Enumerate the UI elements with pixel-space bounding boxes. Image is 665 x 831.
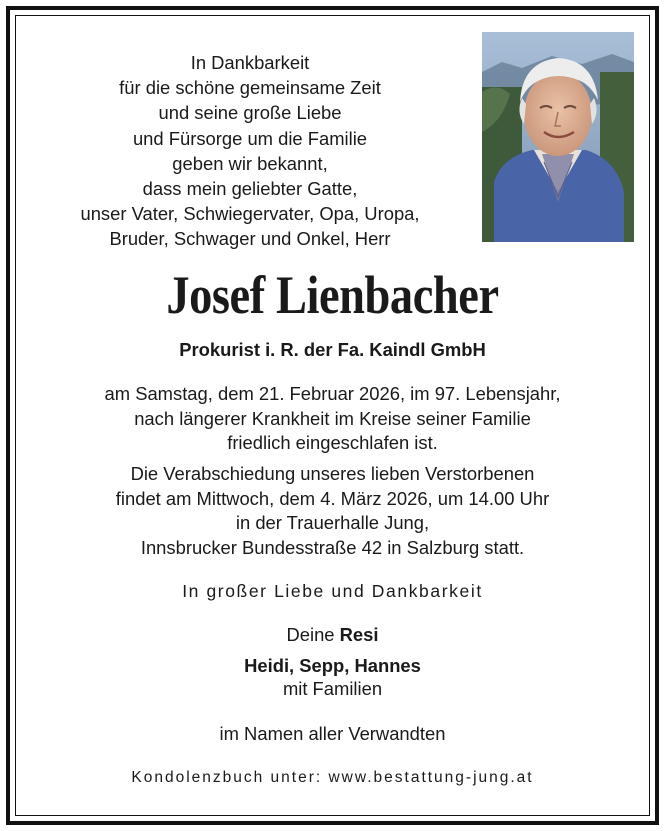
intro-line: für die schöne gemeinsame Zeit [119, 77, 381, 99]
closing-phrase: In großer Liebe und Dankbarkeit [182, 581, 483, 601]
death-notice [0, 382, 665, 456]
death-notice-line: nach längerer Krankheit im Kreise seiner Familie [134, 407, 531, 429]
farewell-line: Innsbrucker Bundesstraße 42 in Salzburg statt. [140, 536, 525, 558]
intro-line: und Fürsorge um die Familie [132, 127, 368, 149]
children-names: Heidi, Sepp, Hannes [244, 655, 421, 676]
portrait-photo [482, 32, 634, 242]
spouse-line [0, 622, 665, 648]
intro-line: und seine große Liebe [158, 102, 342, 124]
intro-line: Bruder, Schwager und Onkel, Herr [109, 228, 391, 250]
spouse-prefix: Deine [286, 624, 335, 645]
farewell-line: in der Trauerhalle Jung, [235, 512, 430, 534]
signers [0, 622, 665, 700]
intro-line: unser Vater, Schwiegervater, Opa, Uropa, [80, 203, 420, 225]
farewell-line: findet am Mittwoch, dem 4. März 2026, um 14.00 Uhr [115, 487, 550, 509]
death-notice-line: am Samstag, dem 21. Februar 2026, im 97. Lebensjahr, [104, 383, 561, 404]
deceased-name: Josef Lienbacher [166, 265, 499, 325]
farewell-line: Die Verabschiedung unseres lieben Verstorbenen [130, 463, 535, 484]
intro-line: dass mein geliebter Gatte, [142, 178, 358, 200]
intro-text [40, 50, 460, 252]
spouse-name: Resi [339, 624, 379, 645]
with-families: mit Familien [282, 678, 383, 699]
intro-line: geben wir bekannt, [172, 152, 328, 174]
farewell-info [0, 462, 665, 560]
death-notice-line: friedlich eingeschlafen ist. [227, 432, 438, 454]
condolence-book-link: Kondolenzbuch unter: www.bestattung-jung.at [131, 769, 534, 786]
intro-line: In Dankbarkeit [190, 52, 310, 73]
relatives-line: im Namen aller Verwandten [219, 723, 446, 744]
deceased-title: Prokurist i. R. der Fa. Kaindl GmbH [179, 339, 486, 360]
